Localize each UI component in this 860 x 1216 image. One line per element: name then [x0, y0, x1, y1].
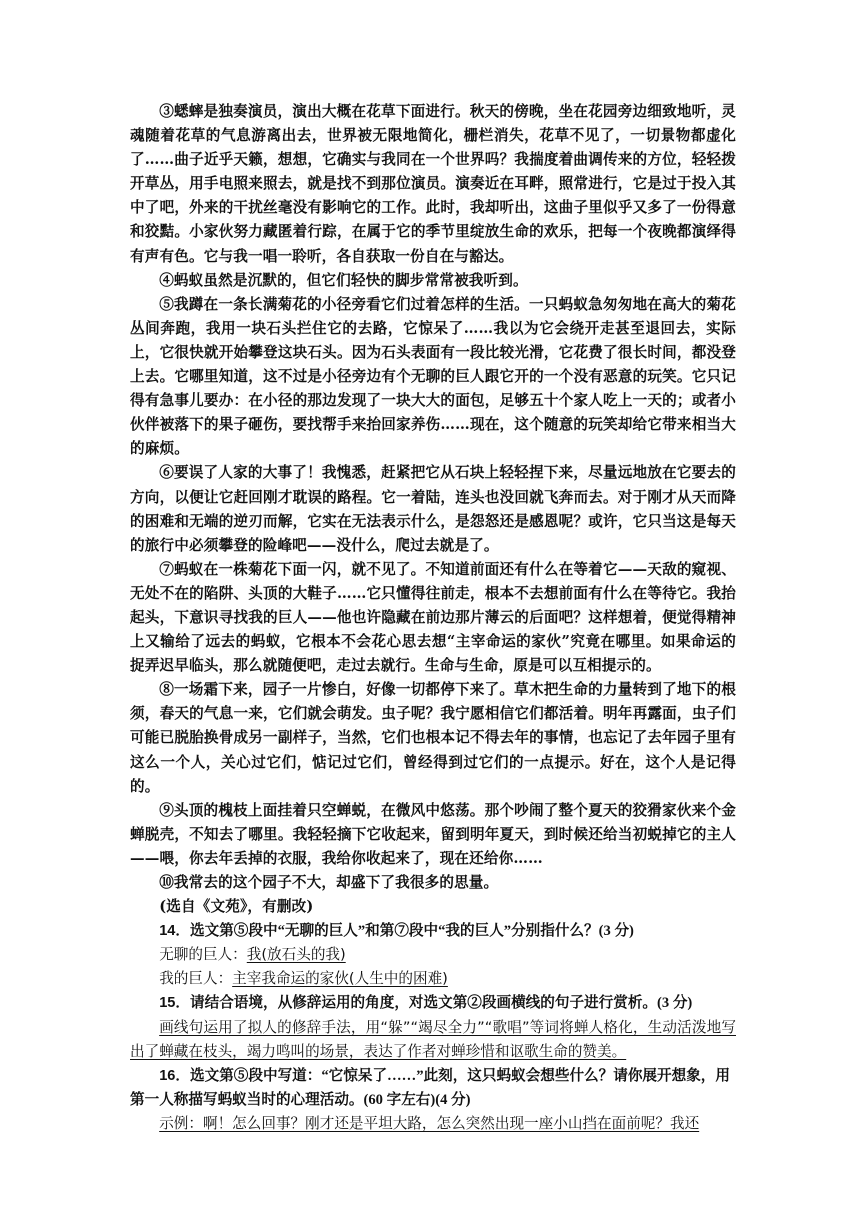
- answer-text: 画线句运用了拟人的修辞手法，用“躲”“竭尽全力”“歌唱”等词将蝉人格化，生动活泼地写出了蝉藏在枝头，竭力鸣叫的场景，表达了作者对蝉珍惜和讴歌生命的赞美。: [130, 1018, 736, 1060]
- question-text: 选文第⑤段中写道：“它惊呆了……”此刻，这只蚂蚁会想些什么？请你展开想象，用第一人称描写蚂蚁当时的心理活动。(60 字左右)(4 分): [130, 1067, 730, 1108]
- question-number: 14．: [159, 923, 191, 940]
- paragraph-6: ⑥要误了人家的大事了！我愧悉，赶紧把它从石块上轻轻捏下来，尽量远地放在它要去的方向，以便让它赶回刚才耽误的路程。它一着陆，连头也没回就飞奔而去。对于刚才从天而降的困难和无端的逆刃而解，它实在无法表示什么，是怨怒还是感恩呢？或许，它只当这是每天的旅行中必须攀登的险峰吧——没什么，爬过去就是了。: [130, 464, 736, 554]
- answer-prefix: 无聊的巨人：: [159, 946, 247, 964]
- paragraph-10: ⑩我常去的这个园子不大，却盛下了我很多的思量。: [159, 874, 499, 891]
- answer-text: 示例：啊！怎么回事？刚才还是平坦大路，怎么突然出现一座小山挡在面前呢？我还: [159, 1114, 700, 1132]
- answer-text: 主宰我命运的家伙(人生中的困难): [232, 970, 448, 988]
- paragraph-5: ⑤我蹲在一条长满菊花的小径旁看它们过着怎样的生活。一只蚂蚁急匆匆地在高大的菊花丛间奔跑，我用一块石头拦住它的去路，它惊呆了……我以为它会绕开走甚至退回去，实际上，它很快就开始攀登这块石头。因为石头表面有一段比较光滑，它花费了很长时间，都没登上去。它哪里知道，这不过是小径旁边有个无聊的巨人跟它开的一个没有恶意的玩笑。它只记得有急事儿要办：在小径的那边发现了一块大大的面包，足够五十个家人吃上一天的；或者小伙伴被落下的果子砸伤，要找帮手来抬回家养伤……现在，这个随意的玩笑却给它带来相当大的麻烦。: [130, 295, 736, 458]
- question-16: [130, 1064, 736, 1112]
- paragraph-7: ⑦蚂蚁在一株菊花下面一闪，就不见了。不知道前面还有什么在等着它——天敌的窥视、无处不在的陷阱、头顶的大鞋子……它只懂得往前走，根本不去想前面有什么在等待它。我抬起头，下意识寻找我的巨人——他也许隐藏在前边那片薄云的后面吧？这样想着，便觉得精神上又输给了远去的蚂蚁，它根本不会花心思去想“主宰命运的家伙”究竟在哪里。如果命运的捉弄迟早临头，那么就随便吧，走过去就行。生命与生命，原是可以互相提示的。: [130, 560, 736, 675]
- answer-16: [130, 1112, 736, 1136]
- question-text: 选文第⑤段中“无聊的巨人”和第⑦段中“我的巨人”分别指什么？(3 分): [190, 923, 634, 940]
- source-citation: (选自《文苑》，有删改): [159, 898, 314, 916]
- question-number: 15．: [159, 995, 191, 1012]
- answer-14-line-2: [130, 967, 736, 991]
- paragraph-4: ④蚂蚁虽然是沉默的，但它们轻快的脚步常常被我听到。: [159, 271, 528, 289]
- answer-14-line-1: [130, 943, 736, 967]
- question-14: [130, 919, 736, 943]
- question-number: 16．: [159, 1067, 191, 1084]
- paragraph-8: ⑧一场霜下来，园子一片惨白，好像一切都停下来了。草木把生命的力量转到了地下的根须，春天的气息一来，它们就会萌发。虫子呢？我宁愿相信它们都活着。明年再露面，虫子们可能已脱胎换骨成另一副样子，当然，它们也根本记不得去年的事情，也忘记了去年园子里有这么一个人，关心过它们，惦记过它们，曾经得到过它们的一点提示。好在，这个人是记得的。: [130, 681, 736, 795]
- question-text: 请结合语境，从修辞运用的角度，对选文第②段画横线的句子进行赏析。(3 分): [190, 995, 693, 1012]
- answer-15: [130, 1016, 736, 1064]
- answer-prefix: 我的巨人：: [159, 970, 233, 988]
- paragraph-9: ⑨头顶的槐枝上面挂着只空蝉蜕，在微风中悠荡。那个吵闹了整个夏天的狡猾家伙来个金蝉脱壳，不知去了哪里。我轻轻摘下它收起来，留到明年夏天，到时候还给当初蜕掉它的主人——喂，你去年丢掉的衣服，我给你收起来了，现在还给你……: [130, 801, 736, 867]
- paragraph-3: ③蟋蟀是独奏演员，演出大概在花草下面进行。秋天的傍晚，坐在花园旁边细致地听，灵魂随着花草的气息游离出去，世界被无限地简化，栅栏消失，花草不见了，一切景物都虚化了……曲子近乎天籁，想想，它确实与我同在一个世界吗？我揣度着曲调传来的方位，轻轻拨开草丛，用手电照来照去，就是找不到那位演员。演奏近在耳畔，照常进行，它是过于投入其中了吧，外来的干扰丝毫没有影响它的工作。此时，我却听出，这曲子里似乎又多了一份得意和狡黠。小家伙努力藏匿着行踪，在属于它的季节里绽放生命的欢乐，把每一个夜晚都演绎得有声有色。它与我一唱一聆听，各自获取一份自在与豁达。: [130, 103, 736, 265]
- question-15: [130, 991, 736, 1015]
- answer-text: 我(放石头的我): [246, 946, 346, 964]
